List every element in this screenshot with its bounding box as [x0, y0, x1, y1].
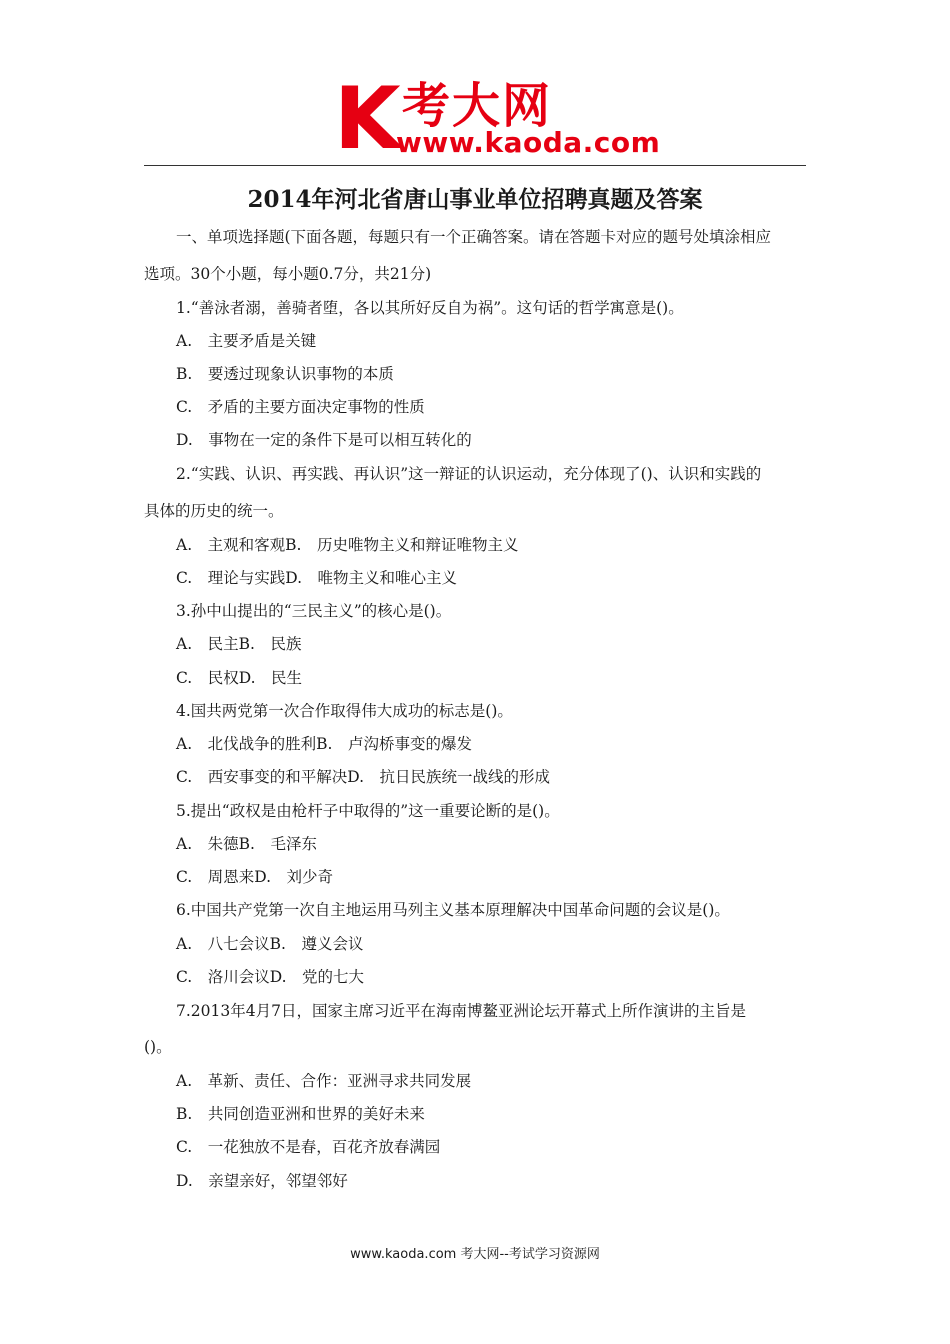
- q1-option-b: B. 要透过现象认识事物的本质: [176, 365, 394, 383]
- question-3: 3.孙中山提出的“三民主义”的核心是()。: [176, 602, 452, 620]
- q4-options-cd: C. 西安事变的和平解决D. 抗日民族统一战线的形成: [176, 768, 551, 786]
- q6-options-cd: C. 洛川会议D. 党的七大: [176, 968, 365, 986]
- section-intro-line-2: 选项。30个小题，每小题0.7分，共21分): [144, 265, 432, 283]
- question-2-line-1: 2.“实践、认识、再实践、再认识”这一辩证的认识运动，充分体现了()、认识和实践的: [176, 465, 762, 483]
- q4-options-ab: A. 北伐战争的胜利B. 卢沟桥事变的爆发: [176, 735, 472, 753]
- q7-option-c: C. 一花独放不是春，百花齐放春满园: [176, 1138, 441, 1156]
- question-1: 1.“善泳者溺，善骑者堕，各以其所好反自为祸”。这句话的哲学寓意是()。: [176, 299, 684, 317]
- q7-option-a: A. 革新、责任、合作：亚洲寻求共同发展: [176, 1072, 472, 1090]
- logo-chinese-name: 考大网: [402, 78, 553, 134]
- question-7-line-2: ()。: [144, 1038, 172, 1056]
- document-title: 2014年河北省唐山事业单位招聘真题及答案: [247, 186, 703, 213]
- question-6: 6.中国共产党第一次自主地运用马列主义基本原理解决中国革命问题的会议是()。: [176, 901, 730, 919]
- q7-option-d: D. 亲望亲好，邻望邻好: [176, 1172, 348, 1190]
- question-2-line-2: 具体的历史的统一。: [144, 502, 284, 520]
- question-7-line-1: 7.2013年4月7日，国家主席习近平在海南博鳌亚洲论坛开幕式上所作演讲的主旨是: [176, 1002, 746, 1020]
- question-4: 4.国共两党第一次合作取得伟大成功的标志是()。: [176, 702, 513, 720]
- q1-option-d: D. 事物在一定的条件下是可以相互转化的: [176, 431, 472, 449]
- logo-k-mark: K: [334, 69, 397, 169]
- logo-url: www.kaoda.com: [396, 126, 661, 159]
- question-5: 5.提出“政权是由枪杆子中取得的”这一重要论断的是()。: [176, 802, 560, 820]
- kaoda-logo: [334, 69, 661, 169]
- q2-options-ab: A. 主观和客观B. 历史唯物主义和辩证唯物主义: [176, 536, 519, 554]
- q5-options-cd: C. 周恩来D. 刘少奇: [176, 868, 334, 886]
- q1-option-c: C. 矛盾的主要方面决定事物的性质: [176, 398, 425, 416]
- q2-options-cd: C. 理论与实践D. 唯物主义和唯心主义: [176, 569, 458, 587]
- header-divider: [144, 165, 806, 166]
- page-footer: www.kaoda.com 考大网--考试学习资源网: [350, 1247, 600, 1262]
- q3-options-ab: A. 民主B. 民族: [176, 635, 302, 653]
- q7-option-b: B. 共同创造亚洲和世界的美好未来: [176, 1105, 425, 1123]
- q5-options-ab: A. 朱德B. 毛泽东: [176, 835, 317, 853]
- q3-options-cd: C. 民权D. 民生: [176, 669, 303, 687]
- section-intro-line-1: 一、单项选择题(下面各题，每题只有一个正确答案。请在答题卡对应的题号处填涂相应: [176, 228, 772, 246]
- q6-options-ab: A. 八七会议B. 遵义会议: [176, 935, 364, 953]
- q1-option-a: A. 主要矛盾是关键: [176, 332, 317, 350]
